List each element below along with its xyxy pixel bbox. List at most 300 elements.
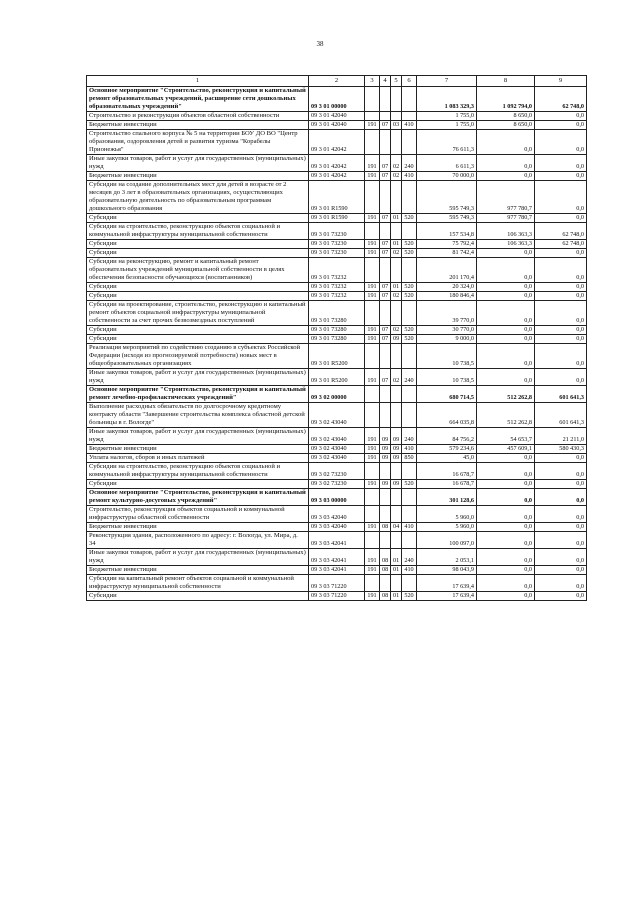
row-section: 07: [380, 335, 391, 344]
row-amount-col8: 0,0: [477, 258, 535, 283]
row-name: Основное мероприятие "Строительство, реконструкция и капитальный ремонт образовательных учреждений, расширение сети дошкольных образовательных учреждений": [87, 87, 309, 112]
row-ministry: 191: [365, 172, 380, 181]
row-name: Бюджетные инвестиции: [87, 121, 309, 130]
row-code: 09 3 01 73232: [309, 283, 365, 292]
row-expense-type: 850: [402, 454, 417, 463]
row-ministry: 191: [365, 214, 380, 223]
row-amount-col7: 1 755,0: [417, 121, 477, 130]
row-amount-col7: 5 960,0: [417, 523, 477, 532]
row-amount-col7: 45,0: [417, 454, 477, 463]
row-section: [380, 87, 391, 112]
row-expense-type: 520: [402, 283, 417, 292]
row-amount-col8: 0,0: [477, 249, 535, 258]
row-code: 09 3 03 42041: [309, 566, 365, 575]
header-col-7: 7: [417, 76, 477, 87]
header-col-5: 5: [391, 76, 402, 87]
row-subsection: [391, 403, 402, 428]
row-amount-col7: 301 128,6: [417, 489, 477, 506]
row-amount-col9: 21 211,0: [535, 428, 587, 445]
row-amount-col9: 0,0: [535, 283, 587, 292]
row-section: 07: [380, 172, 391, 181]
row-subsection: [391, 532, 402, 549]
row-code: 09 3 01 73280: [309, 301, 365, 326]
row-name: Иные закупки товаров, работ и услуг для государственных (муниципальных) нужд: [87, 549, 309, 566]
row-code: 09 3 02 43040: [309, 428, 365, 445]
row-code: 09 3 03 71220: [309, 592, 365, 601]
row-section: [380, 181, 391, 214]
row-amount-col8: 0,0: [477, 489, 535, 506]
row-subsection: 09: [391, 454, 402, 463]
row-amount-col9: 0,0: [535, 344, 587, 369]
row-subsection: [391, 301, 402, 326]
table-row: [87, 181, 587, 214]
row-section: 09: [380, 445, 391, 454]
row-code: 09 3 01 R5200: [309, 369, 365, 386]
row-code: 09 3 01 R5200: [309, 344, 365, 369]
row-code: 09 3 01 42042: [309, 155, 365, 172]
row-subsection: [391, 258, 402, 283]
row-name: Субсидии на создание дополнительных мест для детей в возрасте от 2 месяцев до 3 лет в образовательных организациях, осуществляющих образовательную деятельность по образовательным программам дошкольного образования: [87, 181, 309, 214]
row-amount-col7: 10 738,5: [417, 344, 477, 369]
row-subsection: 01: [391, 240, 402, 249]
row-amount-col9: 0,0: [535, 326, 587, 335]
row-expense-type: [402, 130, 417, 155]
row-ministry: [365, 489, 380, 506]
row-expense-type: [402, 463, 417, 480]
row-amount-col9: 580 430,3: [535, 445, 587, 454]
row-code: 09 3 03 42041: [309, 549, 365, 566]
row-name: Основное мероприятие "Строительство, реконструкция и капитальный ремонт культурно-досуговых учреждений": [87, 489, 309, 506]
table-row: [87, 575, 587, 592]
row-amount-col8: 0,0: [477, 532, 535, 549]
row-name: Субсидии на строительство, реконструкцию объектов социальной и коммунальной инфраструктуры муниципальной собственности: [87, 223, 309, 240]
table-row: [87, 566, 587, 575]
row-amount-col8: 0,0: [477, 326, 535, 335]
row-code: 09 3 01 73232: [309, 258, 365, 283]
row-name: Субсидии на проектирование, строительство, реконструкцию и капитальный ремонт объектов социальной инфраструктуры муниципальной собственности за счет прочих безвозмездных поступлений: [87, 301, 309, 326]
row-expense-type: [402, 87, 417, 112]
row-code: 09 3 02 73230: [309, 480, 365, 489]
row-code: 09 3 02 43040: [309, 445, 365, 454]
row-ministry: [365, 258, 380, 283]
row-name: Субсидии: [87, 292, 309, 301]
row-section: 08: [380, 566, 391, 575]
row-amount-col9: 0,0: [535, 532, 587, 549]
row-amount-col8: 512 262,8: [477, 403, 535, 428]
row-amount-col7: 5 960,0: [417, 506, 477, 523]
table-row: [87, 155, 587, 172]
table-row: [87, 523, 587, 532]
row-section: 08: [380, 549, 391, 566]
row-expense-type: [402, 301, 417, 326]
row-ministry: [365, 181, 380, 214]
row-ministry: 191: [365, 249, 380, 258]
row-amount-col8: 0,0: [477, 480, 535, 489]
table-row: [87, 480, 587, 489]
row-ministry: 191: [365, 428, 380, 445]
row-section: [380, 301, 391, 326]
row-code: 09 3 03 42040: [309, 506, 365, 523]
row-section: 07: [380, 121, 391, 130]
row-code: 09 3 01 73232: [309, 292, 365, 301]
row-section: [380, 386, 391, 403]
row-section: [380, 344, 391, 369]
row-amount-col9: 0,0: [535, 566, 587, 575]
row-ministry: [365, 575, 380, 592]
row-expense-type: 410: [402, 566, 417, 575]
row-code: 09 3 01 42040: [309, 112, 365, 121]
row-amount-col7: 157 534,8: [417, 223, 477, 240]
row-amount-col7: 2 053,1: [417, 549, 477, 566]
row-expense-type: [402, 489, 417, 506]
row-code: 09 3 03 71220: [309, 575, 365, 592]
row-amount-col9: 0,0: [535, 575, 587, 592]
row-name: Строительство, реконструкция объектов социальной и коммунальной инфраструктуры областной собственности: [87, 506, 309, 523]
row-expense-type: [402, 344, 417, 369]
row-amount-col9: 0,0: [535, 592, 587, 601]
row-ministry: [365, 301, 380, 326]
row-section: 09: [380, 454, 391, 463]
row-subsection: 01: [391, 214, 402, 223]
row-name: Субсидии: [87, 240, 309, 249]
row-amount-col7: 201 170,4: [417, 258, 477, 283]
row-subsection: [391, 386, 402, 403]
row-name: Строительство и реконструкция объектов областной собственности: [87, 112, 309, 121]
row-amount-col9: 0,0: [535, 523, 587, 532]
row-amount-col9: 0,0: [535, 214, 587, 223]
table-row: [87, 240, 587, 249]
row-amount-col7: 10 738,5: [417, 369, 477, 386]
row-name: Уплата налогов, сборов и иных платежей: [87, 454, 309, 463]
row-code: 09 3 01 42042: [309, 172, 365, 181]
row-amount-col8: 0,0: [477, 172, 535, 181]
row-section: [380, 506, 391, 523]
row-name: Субсидии: [87, 592, 309, 601]
row-amount-col7: 595 749,3: [417, 214, 477, 223]
row-expense-type: 520: [402, 326, 417, 335]
row-code: 09 3 03 42041: [309, 532, 365, 549]
row-amount-col8: 457 609,1: [477, 445, 535, 454]
row-section: 09: [380, 480, 391, 489]
row-subsection: 09: [391, 428, 402, 445]
row-section: [380, 463, 391, 480]
row-amount-col7: 98 043,9: [417, 566, 477, 575]
row-subsection: [391, 575, 402, 592]
row-subsection: 02: [391, 369, 402, 386]
row-ministry: 191: [365, 155, 380, 172]
row-amount-col8: 0,0: [477, 283, 535, 292]
row-amount-col8: 106 363,3: [477, 240, 535, 249]
row-subsection: [391, 344, 402, 369]
row-name: Субсидии: [87, 335, 309, 344]
row-ministry: 191: [365, 326, 380, 335]
row-amount-col8: 0,0: [477, 369, 535, 386]
table-row: [87, 292, 587, 301]
row-ministry: 191: [365, 240, 380, 249]
row-section: [380, 223, 391, 240]
row-amount-col8: 0,0: [477, 506, 535, 523]
table-row: [87, 454, 587, 463]
row-section: 07: [380, 326, 391, 335]
row-amount-col9: 0,0: [535, 369, 587, 386]
row-amount-col9: 0,0: [535, 301, 587, 326]
row-ministry: [365, 87, 380, 112]
row-ministry: 191: [365, 592, 380, 601]
row-amount-col7: 75 792,4: [417, 240, 477, 249]
row-expense-type: 240: [402, 428, 417, 445]
row-amount-col9: 0,0: [535, 463, 587, 480]
row-expense-type: [402, 223, 417, 240]
table-row: [87, 445, 587, 454]
page-number: 38: [316, 40, 324, 48]
row-amount-col7: 100 097,0: [417, 532, 477, 549]
row-subsection: 02: [391, 326, 402, 335]
row-ministry: [365, 506, 380, 523]
row-code: 09 3 03 00000: [309, 489, 365, 506]
table-row: [87, 489, 587, 506]
row-section: 07: [380, 240, 391, 249]
table-row: [87, 592, 587, 601]
row-ministry: [365, 130, 380, 155]
row-amount-col8: 0,0: [477, 344, 535, 369]
row-amount-col8: 0,0: [477, 335, 535, 344]
row-ministry: 191: [365, 369, 380, 386]
row-expense-type: 520: [402, 480, 417, 489]
row-ministry: 191: [365, 292, 380, 301]
row-subsection: [391, 130, 402, 155]
row-name: Бюджетные инвестиции: [87, 566, 309, 575]
row-subsection: 01: [391, 592, 402, 601]
table-row: [87, 463, 587, 480]
header-col-6: 6: [402, 76, 417, 87]
row-subsection: 01: [391, 549, 402, 566]
row-code: 09 3 01 R1590: [309, 214, 365, 223]
row-subsection: [391, 463, 402, 480]
header-col-8: 8: [477, 76, 535, 87]
row-section: 09: [380, 428, 391, 445]
row-code: 09 3 01 73280: [309, 326, 365, 335]
header-col-3: 3: [365, 76, 380, 87]
row-code: 09 3 02 43040: [309, 454, 365, 463]
row-subsection: 09: [391, 335, 402, 344]
row-amount-col8: 1 092 794,0: [477, 87, 535, 112]
row-amount-col9: 601 641,3: [535, 403, 587, 428]
row-code: 09 3 02 43040: [309, 403, 365, 428]
row-expense-type: 410: [402, 172, 417, 181]
row-code: 09 3 03 42040: [309, 523, 365, 532]
header-col-2: 2: [309, 76, 365, 87]
row-name: Субсидии на реконструкцию, ремонт и капитальный ремонт образовательных учреждений муниципальной собственности в целях обеспечения безопасности обучающихся (воспитанников): [87, 258, 309, 283]
row-subsection: 01: [391, 283, 402, 292]
row-subsection: 02: [391, 155, 402, 172]
row-amount-col8: 0,0: [477, 454, 535, 463]
row-code: 09 3 01 73230: [309, 223, 365, 240]
row-expense-type: 520: [402, 214, 417, 223]
row-subsection: 02: [391, 292, 402, 301]
table-row: [87, 344, 587, 369]
row-section: [380, 403, 391, 428]
header-col-9: 9: [535, 76, 587, 87]
row-ministry: [365, 112, 380, 121]
row-amount-col8: 0,0: [477, 463, 535, 480]
row-amount-col9: 0,0: [535, 454, 587, 463]
row-amount-col7: 1 755,0: [417, 112, 477, 121]
row-amount-col8: 977 780,7: [477, 214, 535, 223]
row-ministry: 191: [365, 523, 380, 532]
row-amount-col8: 0,0: [477, 301, 535, 326]
row-amount-col8: 0,0: [477, 523, 535, 532]
row-amount-col7: 39 770,0: [417, 301, 477, 326]
row-amount-col9: 0,0: [535, 155, 587, 172]
row-expense-type: 520: [402, 592, 417, 601]
row-amount-col7: 664 035,8: [417, 403, 477, 428]
row-subsection: [391, 506, 402, 523]
row-section: 07: [380, 155, 391, 172]
row-name: Основное мероприятие "Строительство, реконструкция и капитальный ремонт лечебно-профилактических учреждений": [87, 386, 309, 403]
row-amount-col7: 16 678,7: [417, 480, 477, 489]
row-amount-col9: 0,0: [535, 130, 587, 155]
row-name: Субсидии на строительство, реконструкцию объектов социальной и коммунальной инфраструктуры муниципальной собственности: [87, 463, 309, 480]
row-subsection: 09: [391, 445, 402, 454]
row-name: Иные закупки товаров, работ и услуг для государственных (муниципальных) нужд: [87, 155, 309, 172]
row-name: Субсидии: [87, 326, 309, 335]
row-amount-col8: 0,0: [477, 155, 535, 172]
row-amount-col7: 16 678,7: [417, 463, 477, 480]
row-amount-col9: 0,0: [535, 292, 587, 301]
row-expense-type: 240: [402, 369, 417, 386]
row-code: 09 3 01 R1590: [309, 181, 365, 214]
row-ministry: [365, 403, 380, 428]
row-section: [380, 532, 391, 549]
row-amount-col8: 0,0: [477, 130, 535, 155]
table-row: [87, 549, 587, 566]
table-row: [87, 258, 587, 283]
row-name: Субсидии: [87, 249, 309, 258]
row-code: 09 3 01 42042: [309, 130, 365, 155]
row-ministry: 191: [365, 121, 380, 130]
row-amount-col7: 180 846,4: [417, 292, 477, 301]
row-code: 09 3 01 73280: [309, 335, 365, 344]
header-col-4: 4: [380, 76, 391, 87]
row-section: [380, 575, 391, 592]
row-ministry: 191: [365, 445, 380, 454]
table-row: [87, 214, 587, 223]
table-row: [87, 326, 587, 335]
row-ministry: 191: [365, 454, 380, 463]
row-amount-col7: 680 714,5: [417, 386, 477, 403]
row-code: 09 3 01 73230: [309, 240, 365, 249]
row-subsection: [391, 112, 402, 121]
row-name: Строительство спального корпуса № 5 на территории БОУ ДО ВО "Центр образования, оздоровления детей и развития туризма "Корабелы Прионежья": [87, 130, 309, 155]
row-amount-col7: 595 749,3: [417, 181, 477, 214]
row-amount-col9: 0,0: [535, 172, 587, 181]
row-expense-type: [402, 403, 417, 428]
row-amount-col9: 62 748,0: [535, 223, 587, 240]
row-code: 09 3 02 73230: [309, 463, 365, 480]
row-amount-col8: 0,0: [477, 566, 535, 575]
row-section: 07: [380, 369, 391, 386]
row-expense-type: 410: [402, 445, 417, 454]
row-amount-col8: 0,0: [477, 575, 535, 592]
row-name: Бюджетные инвестиции: [87, 172, 309, 181]
row-amount-col9: 0,0: [535, 121, 587, 130]
row-expense-type: 410: [402, 523, 417, 532]
row-ministry: [365, 532, 380, 549]
row-subsection: [391, 181, 402, 214]
row-expense-type: [402, 532, 417, 549]
row-amount-col8: 0,0: [477, 592, 535, 601]
row-amount-col9: 0,0: [535, 489, 587, 506]
row-ministry: [365, 386, 380, 403]
row-amount-col9: 0,0: [535, 181, 587, 214]
row-name: Иные закупки товаров, работ и услуг для государственных (муниципальных) нужд: [87, 369, 309, 386]
row-expense-type: 520: [402, 249, 417, 258]
row-expense-type: [402, 506, 417, 523]
row-amount-col9: 0,0: [535, 258, 587, 283]
row-ministry: 191: [365, 283, 380, 292]
row-amount-col7: 30 770,0: [417, 326, 477, 335]
row-name: Субсидии на капитальный ремонт объектов социальной и коммунальной инфраструктур муниципальной собственности: [87, 575, 309, 592]
row-section: [380, 489, 391, 506]
table-body: [87, 87, 587, 601]
row-code: 09 3 02 00000: [309, 386, 365, 403]
row-amount-col9: 62 748,0: [535, 87, 587, 112]
table-row: [87, 335, 587, 344]
row-ministry: [365, 463, 380, 480]
row-amount-col8: 977 780,7: [477, 181, 535, 214]
row-subsection: [391, 87, 402, 112]
row-code: 09 3 01 73230: [309, 249, 365, 258]
table-row: [87, 301, 587, 326]
row-subsection: 09: [391, 480, 402, 489]
row-amount-col9: 0,0: [535, 506, 587, 523]
row-code: 09 3 01 42040: [309, 121, 365, 130]
row-expense-type: [402, 112, 417, 121]
row-section: 07: [380, 249, 391, 258]
row-name: Субсидии: [87, 283, 309, 292]
row-section: 08: [380, 523, 391, 532]
row-expense-type: [402, 386, 417, 403]
row-name: Иные закупки товаров, работ и услуг для государственных (муниципальных) нужд: [87, 428, 309, 445]
row-section: [380, 130, 391, 155]
row-subsection: 01: [391, 566, 402, 575]
row-expense-type: 240: [402, 155, 417, 172]
row-amount-col8: 8 650,0: [477, 121, 535, 130]
table-row: [87, 369, 587, 386]
row-section: 07: [380, 292, 391, 301]
row-name: Бюджетные инвестиции: [87, 523, 309, 532]
row-expense-type: [402, 181, 417, 214]
row-amount-col9: 601 641,3: [535, 386, 587, 403]
row-ministry: 191: [365, 480, 380, 489]
table-row: [87, 283, 587, 292]
row-amount-col7: 17 639,4: [417, 575, 477, 592]
row-ministry: [365, 344, 380, 369]
row-name: Субсидии: [87, 214, 309, 223]
table-row: [87, 403, 587, 428]
row-expense-type: [402, 258, 417, 283]
row-amount-col7: 579 234,6: [417, 445, 477, 454]
row-amount-col7: 6 611,3: [417, 155, 477, 172]
row-amount-col8: 106 363,3: [477, 223, 535, 240]
row-amount-col8: 0,0: [477, 549, 535, 566]
row-subsection: 02: [391, 172, 402, 181]
table-row: [87, 386, 587, 403]
row-amount-col7: 81 742,4: [417, 249, 477, 258]
row-name: Реконструкция здания, расположенного по адресу: г. Вологда, ул. Мира, д. 34: [87, 532, 309, 549]
row-subsection: [391, 489, 402, 506]
row-expense-type: [402, 575, 417, 592]
